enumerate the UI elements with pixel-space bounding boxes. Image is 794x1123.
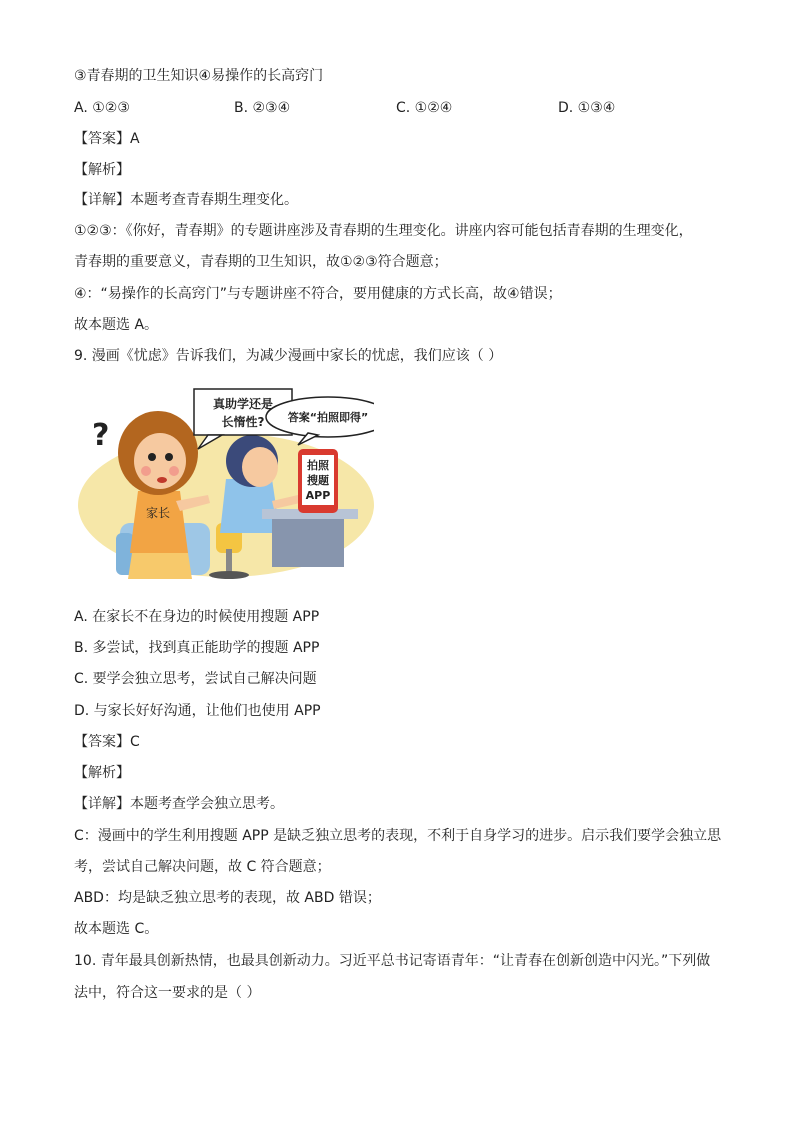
q9-explanation-1: C：漫画中的学生利用搜题 APP 是缺乏独立思考的表现，不利于自身学习的进步。启示我们要学会独立思 bbox=[74, 828, 722, 844]
q9-option-d: D. 与家长好好沟通，让他们也使用 APP bbox=[74, 703, 321, 719]
q9-option-a: A. 在家长不在身边的时候使用搜题 APP bbox=[74, 609, 320, 625]
q8-option-a: A. ①②③ bbox=[74, 100, 130, 116]
q9-cartoon-illustration bbox=[76, 383, 374, 581]
q9-option-b: B. 多尝试，找到真正能助学的搜题 APP bbox=[74, 640, 320, 656]
q9-option-c: C. 要学会独立思考，尝试自己解决问题 bbox=[74, 671, 317, 687]
q9-detail: 【详解】本题考查学会独立思考。 bbox=[74, 796, 284, 812]
q9-explanation-3: ABD：均是缺乏独立思考的表现，故 ABD 错误； bbox=[74, 890, 381, 906]
student-face bbox=[242, 447, 278, 487]
screen-text-2: 搜题 bbox=[307, 474, 329, 487]
screen-text-3: APP bbox=[305, 489, 331, 502]
bubble-left-line-2: 长惰性? bbox=[221, 415, 265, 429]
q8-analysis-heading: 【解析】 bbox=[74, 162, 130, 178]
screen-text-1: 拍照 bbox=[307, 459, 329, 472]
q9-conclusion: 故本题选 C。 bbox=[74, 921, 159, 937]
q8-option-d: D. ①③④ bbox=[558, 100, 616, 116]
bubble-right-text: 答案“拍照即得” bbox=[287, 411, 369, 424]
q8-option-c: C. ①②④ bbox=[396, 100, 453, 116]
q10-stem-line-2: 法中，符合这一要求的是（ ） bbox=[74, 985, 261, 1001]
student-body bbox=[220, 479, 280, 533]
parent-label: 家长 bbox=[146, 506, 171, 520]
q8-stem-continued: ③青春期的卫生知识④易操作的长高窍门 bbox=[74, 68, 324, 84]
q8-explanation-1: ①②③：《你好，青春期》的专题讲座涉及青春期的生理变化。讲座内容可能包括青春期的生理变化， bbox=[74, 223, 693, 239]
q9-analysis-heading: 【解析】 bbox=[74, 765, 130, 781]
q9-answer: 【答案】C bbox=[74, 734, 140, 750]
bubble-left-line-1: 真助学还是 bbox=[212, 397, 274, 411]
q8-answer: 【答案】A bbox=[74, 131, 140, 147]
q8-conclusion: 故本题选 A。 bbox=[74, 317, 159, 333]
q8-explanation-2: 青春期的重要意义，青春期的卫生知识，故①②③符合题意； bbox=[74, 254, 448, 270]
q8-option-b: B. ②③④ bbox=[234, 100, 291, 116]
question-mark: ? bbox=[92, 418, 110, 453]
parent-body bbox=[130, 491, 188, 553]
q8-explanation-3: ④：“易操作的长高窍门”与专题讲座不符合，要用健康的方式长高，故④错误； bbox=[74, 286, 562, 302]
q9-explanation-2: 考，尝试自己解决问题，故 C 符合题意； bbox=[74, 859, 331, 875]
q10-stem-line-1: 10. 青年最具创新热情，也最具创新动力。习近平总书记寄语青年：“让青春在创新创造中闪光。”下列做 bbox=[74, 953, 711, 969]
q9-stem: 9. 漫画《忧虑》告诉我们，为减少漫画中家长的忧虑，我们应该（ ） bbox=[74, 348, 503, 364]
q8-detail: 【详解】本题考查青春期生理变化。 bbox=[74, 192, 298, 208]
